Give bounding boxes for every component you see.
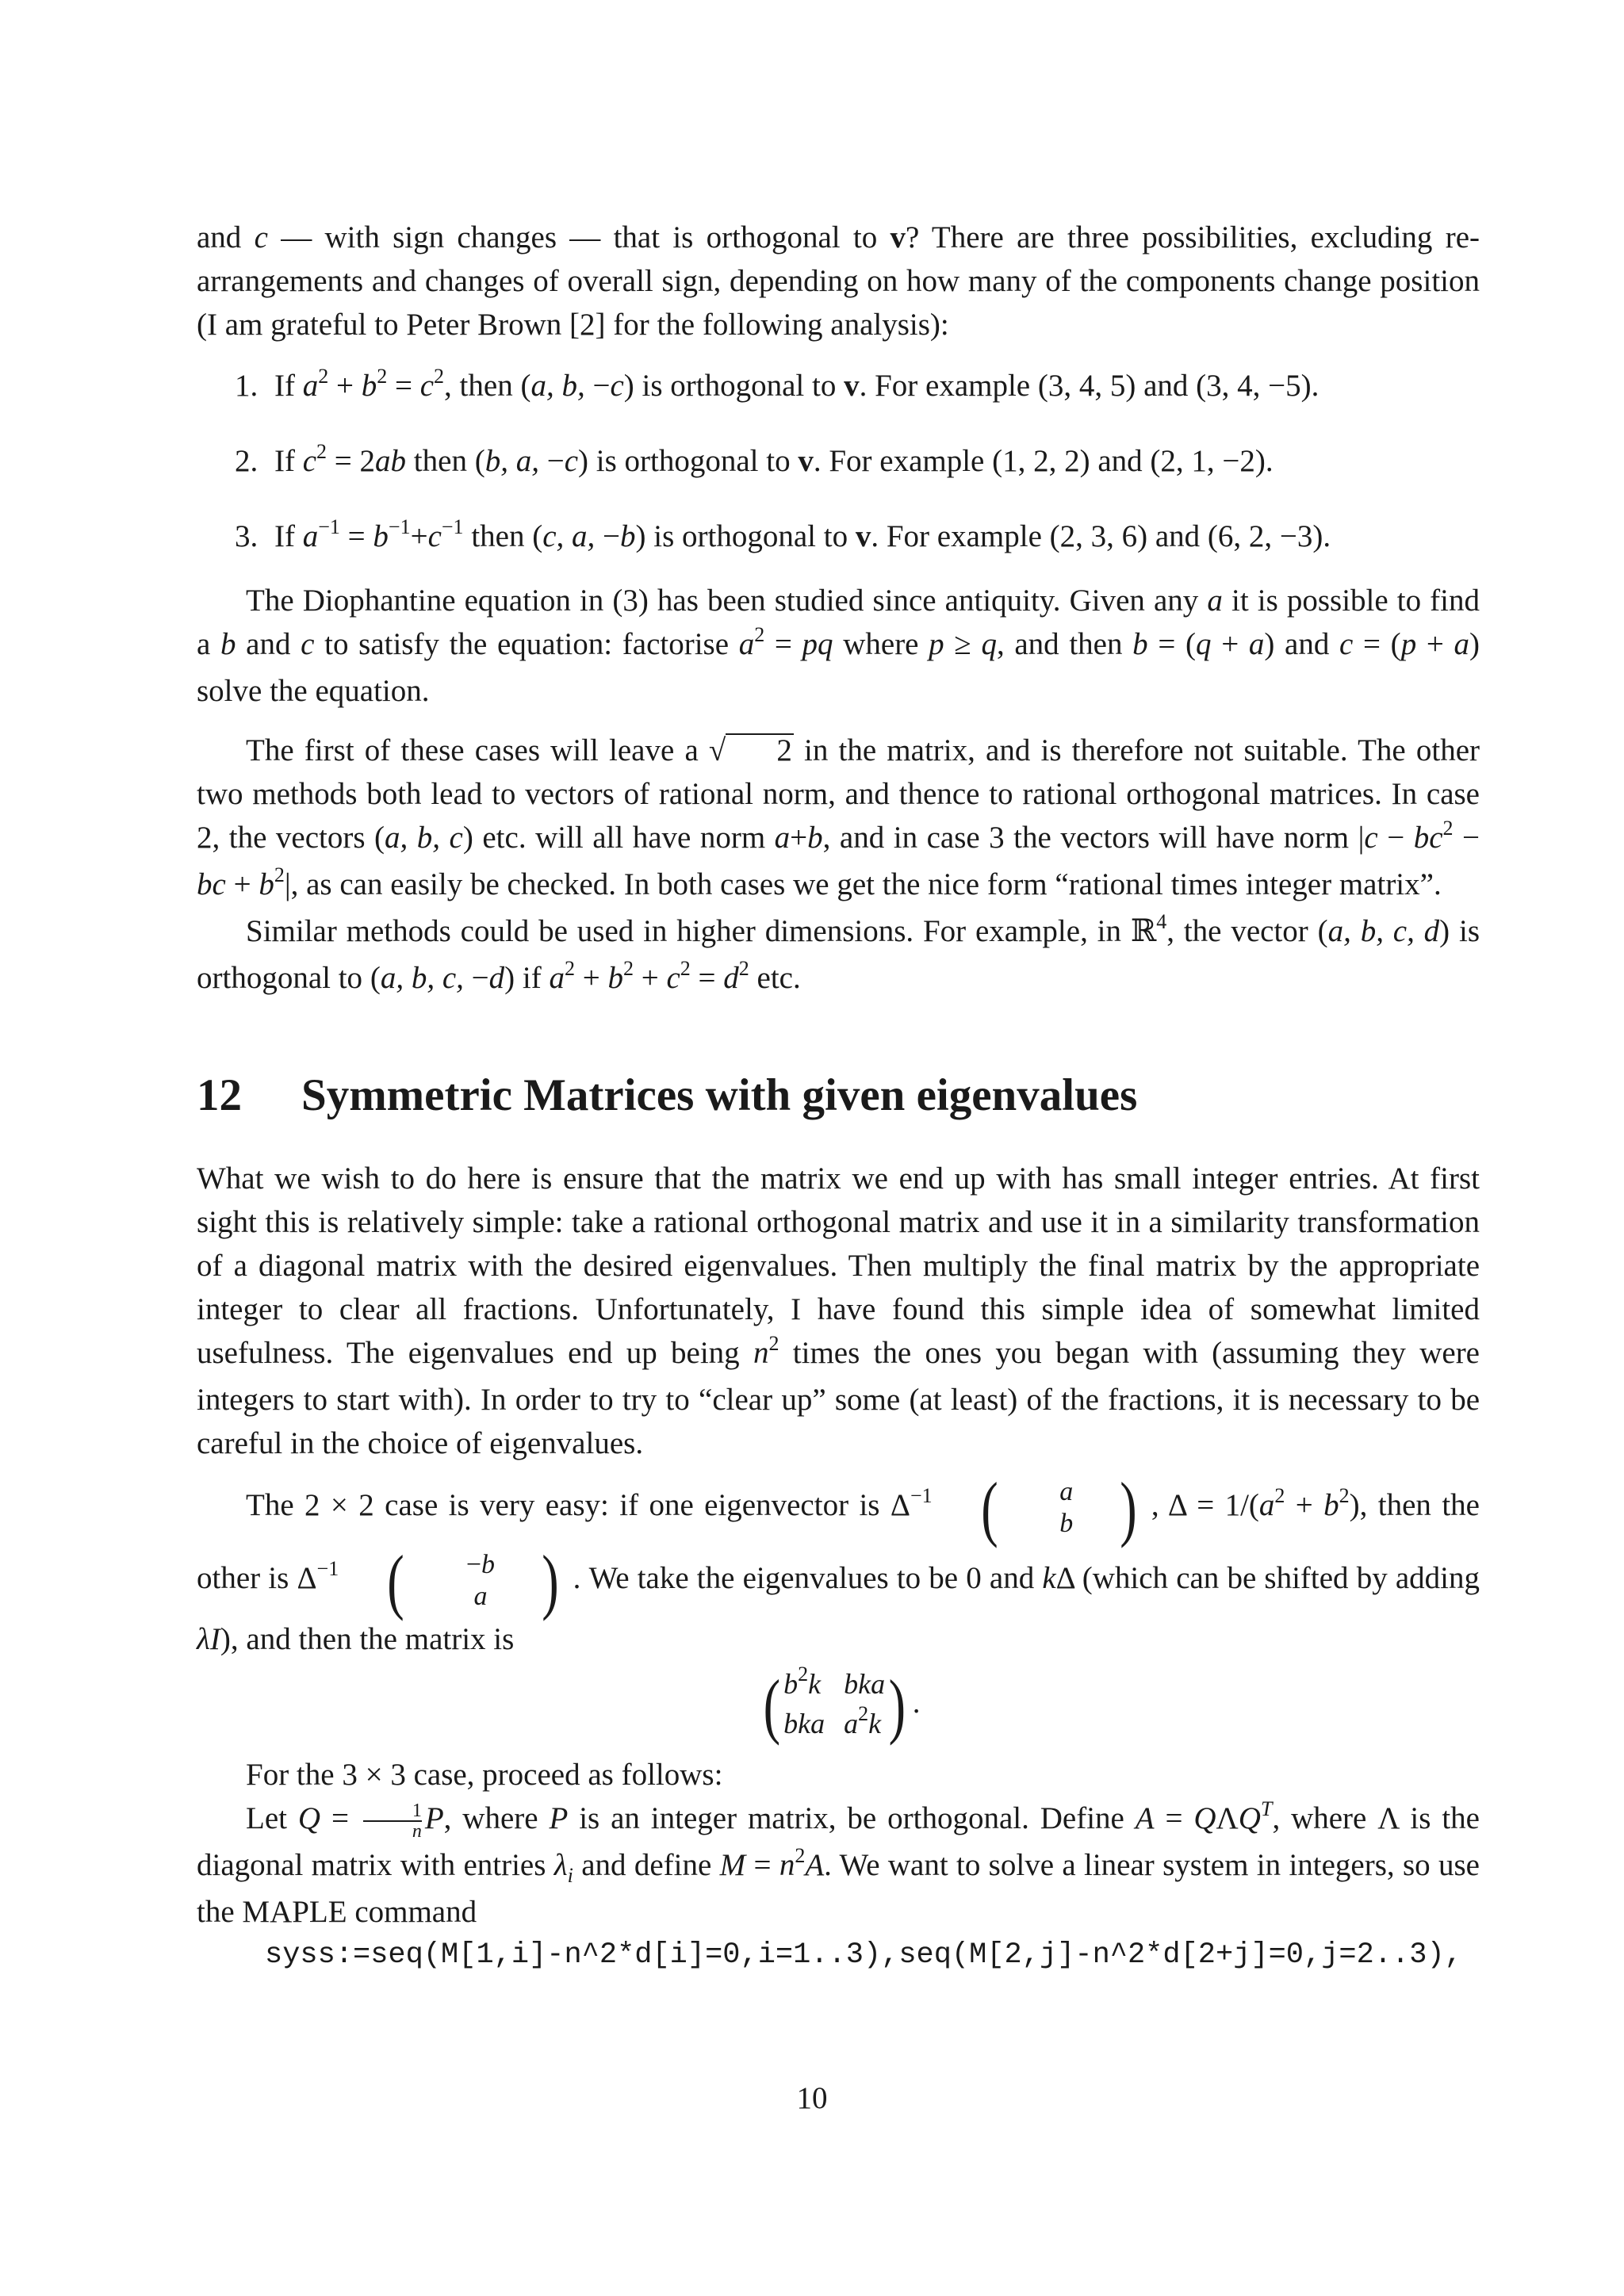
- higher-dimensions-paragraph: Similar methods could be used in higher dimensions. For example, in ℝ$^4$, the vector (a, b, c, d) is orthogonal to (a, b, c, −d) if $a^2 + b^2 + c^2 = d^2$ etc.: [197, 910, 1480, 995]
- intro-eigenvalues-paragraph: What we wish to do here is ensure that the matrix we end up with has small integer entries. At first sight this is relatively simple: take a rational orthogonal matrix and use it in a similarity transformation of a diagonal matrix with the desired eigenvalues. Then multiply the final matrix by the appropriate integer to clear all fractions. Unfortunately, I have found this simple idea of somewhat limited usefulness. The eigenvalues end up being $n^2$ times the ones you began with (assuming they were integers to start with). In order to try to “clear up” some (at least) of the fractions, it is necessary to be careful in the choice of eigenvalues.: [197, 1161, 1480, 1460]
- two-by-two-paragraph: The 2 × 2 case is very easy: if one eigenvector is $\Delta^{-1}$ ( a b ) , $\Delta = 1/(a^2 + b^2)$, then the other is $\Delta^{-1}$ ( −b a ) . We take the eigenvalues to be 0 and kΔ (which can be shifted by adding λI), and then the matrix is: [197, 1468, 1480, 1656]
- let-q-paragraph: Let Q = $\frac{1}{n}$ P, where P is an integer matrix, be orthogonal. Define $A = Q\Lambda Q^T$, where Λ is the diagonal matrix with entries $\lambda_i$ and define $M = n^2A$. We want to solve a linear system in integers, so use the MAPLE command: [197, 1797, 1480, 1929]
- maple-command: syss:=seq(M[1,i]-n^2*d[i]=0,i=1..3),seq(M[2,j]-n^2*d[2+j]=0,j=2..3),: [265, 1938, 1462, 1972]
- section-number: 12: [197, 1070, 242, 1120]
- eigenvector-minus-b-a: ( −b a ): [387, 1540, 559, 1621]
- section-title: Symmetric Matrices with given eigenvalues: [301, 1070, 1138, 1120]
- three-by-three-paragraph: For the 3 × 3 case, proceed as follows:: [246, 1758, 723, 1792]
- page-number: 10: [796, 2081, 828, 2115]
- cases-list: [197, 364, 1480, 561]
- eigenvector-ab: ( a b ): [980, 1468, 1137, 1548]
- first-cases-paragraph: The first of these cases will leave a √ 2 in the matrix, and is therefore not suitable. The other two methods both lead to vectors of rational norm, and thence to rational orthogonal matrices. In case 2, the vectors (a, b, c) etc. will all have norm a+b, and in case 3 the vectors will have norm $|c - bc^2$ − bc + $b^2|$, as can easily be checked. In both cases we get the nice form “rational times integer matrix”.: [197, 733, 1480, 901]
- list-item: 3. If $a^{-1} = b^{-1}+c^{-1}$ then (c, a, −b) is orthogonal to v. For example (2, 3, 6) and (6, 2, −3).: [235, 515, 1331, 553]
- matrix-2x2: ( $b^2k$ bka bka $a^2k$ ) .: [763, 1663, 921, 1746]
- diophantine-paragraph: The Diophantine equation in (3) has been studied since antiquity. Given any a it is possible to find a b and c to satisfy the equation: factorise $a^2$ = pq where p ≥ q, and then b = (q + a) and c = (p + a) solve the equation.: [197, 584, 1480, 708]
- page-content: [197, 216, 1480, 1977]
- intro-paragraph: and c — with sign changes — that is orthogonal to v? There are three possibilities, excluding re-arrangements and changes of overall sign, depending on how many of the components change position (I am grateful to Peter Brown [2] for the following analysis):: [197, 220, 1480, 342]
- list-item: 1. If $a^2 + b^2 = c^2$, then (a, b, −c) is orthogonal to v. For example (3, 4, 5) and (3, 4, −5).: [235, 365, 1320, 403]
- section-heading: [197, 1070, 1480, 1122]
- list-item: 2. If $c^2 = 2ab$ then (b, a, −c) is orthogonal to v. For example (1, 2, 2) and (2, 1, −2).: [235, 440, 1274, 478]
